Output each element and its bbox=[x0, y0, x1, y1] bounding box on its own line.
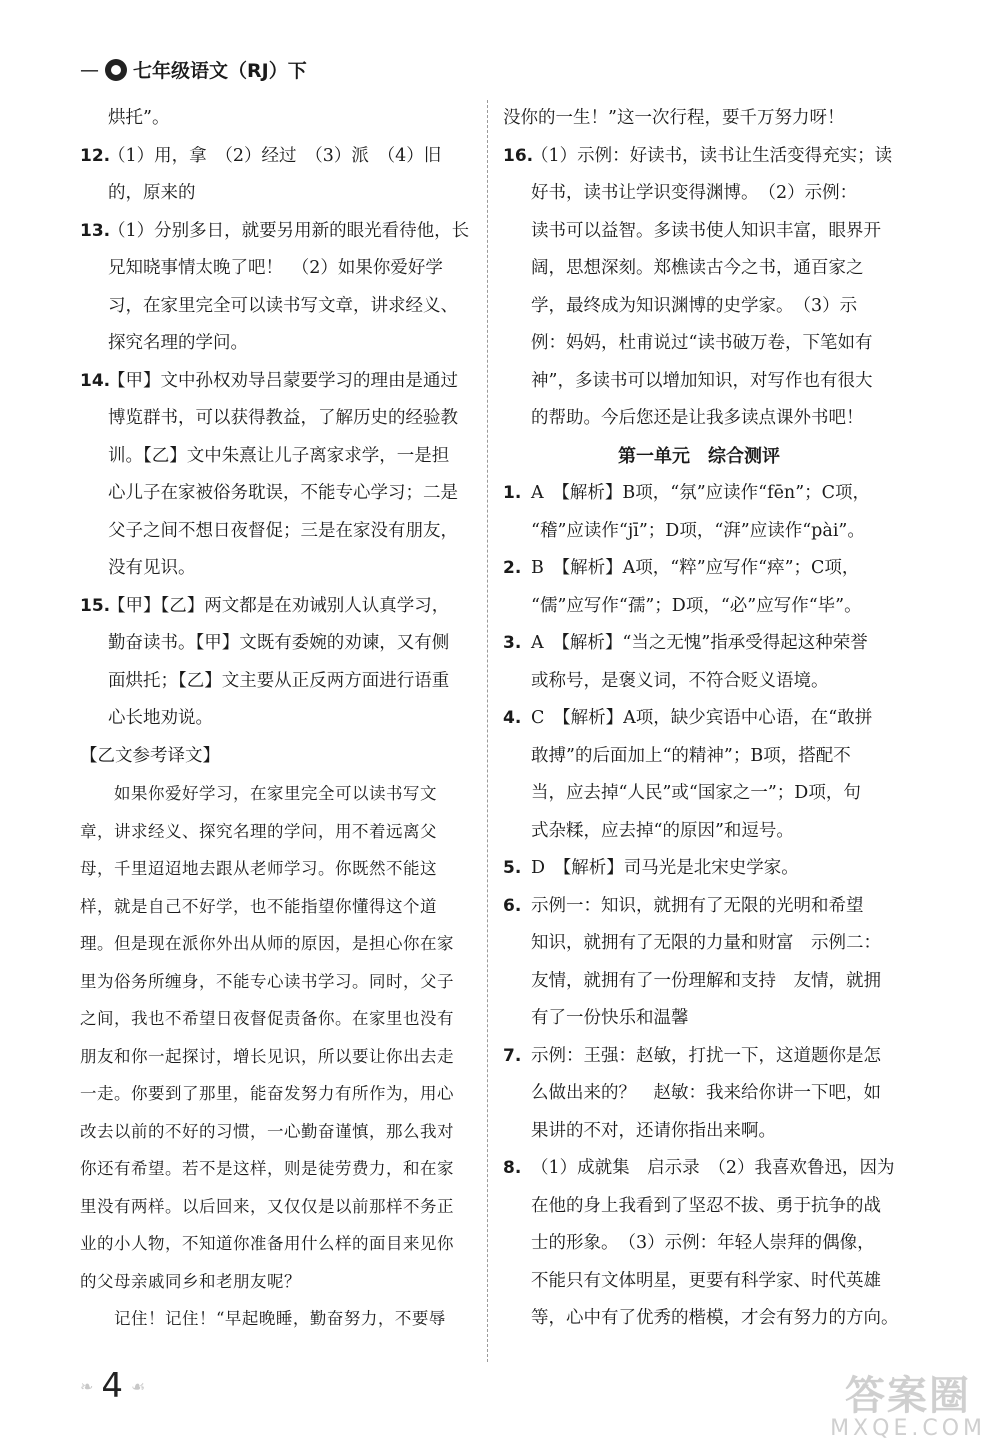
text-line: 式杂糅，应去掉“的原因”和逗号。 bbox=[531, 820, 794, 841]
answer-3 bbox=[503, 625, 895, 700]
text-line: 兄知晓事情太晚了吧！ （2）如果你爱好学 bbox=[108, 258, 443, 278]
publisher-logo-icon bbox=[105, 59, 127, 81]
continuation-text bbox=[80, 100, 472, 138]
text-line: “稽”应读作“jī”；D项，“湃”应读作“pài”。 bbox=[531, 520, 865, 541]
text-line: 博览群书，可以获得教益，了解历史的经验教 bbox=[108, 408, 458, 428]
question-number: 8. bbox=[503, 1158, 522, 1178]
answer-4 bbox=[503, 700, 895, 850]
text-line: 【甲】【乙】两文都是在劝诫别人认真学习， bbox=[108, 595, 450, 616]
text-line: 样，就是自己不好学，也不能指望你懂得这个道 bbox=[80, 896, 437, 916]
text-line: B 【解析】A项，“粹”应写作“瘁”；C项， bbox=[531, 558, 860, 578]
question-number: 12. bbox=[80, 145, 111, 166]
question-number: 1. bbox=[503, 483, 522, 503]
text-line: 的，原来的 bbox=[108, 183, 196, 203]
left-column bbox=[80, 100, 472, 1338]
text-line: “儒”应写作“孺”；D项，“必”应写作“毕”。 bbox=[531, 595, 862, 616]
translation-body bbox=[80, 775, 472, 1338]
question-number: 15. bbox=[80, 595, 111, 616]
text-line: 如果你爱好学习，在家里完全可以读书写文 bbox=[80, 784, 437, 803]
text-line: 示例：王强：赵敏，打扰一下，这道题你是怎 bbox=[531, 1045, 881, 1066]
answer-6 bbox=[503, 888, 895, 1038]
text-line: 勤奋读书。【甲】文既有委婉的劝谏，又有侧 bbox=[108, 633, 450, 653]
question-number: 3. bbox=[503, 633, 522, 653]
continuation-text: 没你的一生！”这一次行程，要千万努力呀！ bbox=[503, 108, 845, 128]
answer-8 bbox=[503, 1150, 899, 1338]
text-line: 示例一：知识，就拥有了无限的光明和希望 bbox=[531, 895, 864, 916]
ornament-icon: ❧ bbox=[80, 1376, 94, 1396]
question-number: 13. bbox=[80, 220, 111, 241]
text-line: 敢搏”的后面加上“的精神”；B项，搭配不 bbox=[531, 745, 851, 766]
text-line: 果讲的不对，还请你指出来啊。 bbox=[531, 1120, 776, 1141]
text-line: 的帮助。今后您还是让我多读点课外书吧！ bbox=[531, 408, 864, 428]
text-line: 改去以前的不好的习惯，一心勤奋谨慎，那么我对 bbox=[80, 1121, 454, 1141]
text-line: 阔，思想深刻。郑樵读古今之书，通百家之 bbox=[531, 258, 864, 278]
text-line: 【甲】文中孙权劝导吕蒙要学习的理由是通过 bbox=[108, 370, 458, 391]
text-line: 读书可以益智。多读书使人知识丰富，眼界开 bbox=[531, 220, 881, 241]
text-line: 在他的身上我看到了坚忍不拔、勇于抗争的战 bbox=[531, 1195, 881, 1216]
text-line: 之间，我也不希望日夜督促责备你。在家里也没有 bbox=[80, 1009, 454, 1028]
translation-title: 【乙文参考译文】 bbox=[80, 745, 220, 766]
text-line: 么做出来的？ 赵敏：我来给你讲一下吧，如 bbox=[531, 1083, 881, 1103]
text-line: 习，在家里完全可以读书写文章，讲求经义、 bbox=[108, 295, 458, 316]
answer-2 bbox=[503, 550, 895, 625]
text-line: 父子之间不想日夜督促；三是在家没有朋友， bbox=[108, 520, 458, 541]
text-line: 没有见识。 bbox=[108, 558, 196, 578]
column-divider bbox=[487, 100, 488, 1362]
text-line: A 【解析】B项，“氛”应读作“fēn”；C项， bbox=[531, 483, 871, 503]
answer-13 bbox=[80, 213, 472, 363]
text-line: 朋友和你一起探讨，增长见识，所以要让你出去走 bbox=[80, 1046, 454, 1066]
text-line: 一走。你要到了那里，能奋发努力有所作为，用心 bbox=[80, 1084, 454, 1103]
text-line: 里为俗务所缠身，不能专心读书学习。同时，父子 bbox=[80, 971, 454, 991]
text-line: 友情，就拥有了一份理解和支持 友情，就拥 bbox=[531, 970, 881, 991]
question-number: 6. bbox=[503, 895, 522, 916]
text-line: 你还有希望。若不是这样，则是徒劳费力，和在家 bbox=[80, 1159, 454, 1178]
text-line: （1）成就集 启示录 （2）我喜欢鲁迅，因为 bbox=[531, 1158, 895, 1178]
text-line: 烘托”。 bbox=[108, 108, 170, 128]
book-title: 七年级语文（RJ）下 bbox=[133, 60, 307, 82]
header-dash: — bbox=[80, 58, 99, 81]
text-line: 士的形象。 （3）示例：年轻人崇拜的偶像， bbox=[531, 1233, 875, 1253]
answer-5 bbox=[503, 850, 895, 888]
text-line: 的父母亲戚同乡和老朋友呢？ bbox=[80, 1271, 301, 1291]
question-number: 7. bbox=[503, 1045, 522, 1066]
text-line: 章，讲求经义、探究名理的学问，用不着远离父 bbox=[80, 821, 437, 841]
ornament-icon: ☙ bbox=[131, 1376, 146, 1396]
question-number: 4. bbox=[503, 708, 522, 728]
page-header bbox=[80, 56, 307, 83]
text-line: （1）分别多日，就要另用新的眼光看待他，长 bbox=[108, 220, 470, 241]
text-line: 里没有两样。以后回来，又仅仅是以前那样不务正 bbox=[80, 1196, 454, 1216]
page-number: 4 bbox=[101, 1366, 124, 1406]
text-line: 心长地劝说。 bbox=[108, 708, 213, 728]
text-line: 记住！记住！“早起晚睡，勤奋努力，不要辱 bbox=[80, 1309, 446, 1328]
text-line: 或称号，是褒义词，不符合贬义语境。 bbox=[531, 670, 829, 691]
page-footer bbox=[80, 1366, 145, 1406]
text-line: A 【解析】“当之无愧”指承受得起这种荣誉 bbox=[531, 633, 868, 653]
text-line: 探究名理的学问。 bbox=[108, 333, 248, 353]
answer-14 bbox=[80, 363, 472, 588]
text-line: D 【解析】司马光是北宋史学家。 bbox=[531, 858, 799, 878]
answer-16 bbox=[503, 138, 895, 438]
answer-12 bbox=[80, 138, 472, 213]
text-line: 心儿子在家被俗务耽误，不能专心学习；二是 bbox=[108, 483, 458, 503]
text-line: 训。【乙】文中朱熹让儿子离家求学，一是担 bbox=[108, 445, 450, 466]
watermark-logo: 答案圈 bbox=[845, 1373, 972, 1419]
text-line: 等，心中有了优秀的楷模，才会有努力的方向。 bbox=[531, 1308, 899, 1328]
text-line: 神”，多读书可以增加知识，对写作也有很大 bbox=[531, 370, 873, 391]
question-number: 5. bbox=[503, 858, 522, 878]
text-line: 学，最终成为知识渊博的史学家。 （3）示 bbox=[531, 295, 858, 316]
text-line: 理。但是现在派你外出从师的原因，是担心你在家 bbox=[80, 934, 454, 953]
section-title: 第一单元 综合测评 bbox=[618, 445, 780, 467]
text-line: 当，应去掉“人民”或“国家之一”；D项，句 bbox=[531, 783, 861, 803]
text-line: 知识，就拥有了无限的力量和财富 示例二： bbox=[531, 933, 881, 953]
watermark bbox=[830, 1374, 986, 1440]
text-line: 母，千里迢迢地去跟从老师学习。你既然不能这 bbox=[80, 859, 437, 878]
answer-15 bbox=[80, 588, 472, 738]
text-line: 面烘托；【乙】文主要从正反两方面进行语重 bbox=[108, 670, 450, 691]
question-number: 2. bbox=[503, 558, 522, 578]
answer-1 bbox=[503, 475, 895, 550]
text-line: 有了一份快乐和温馨 bbox=[531, 1008, 689, 1028]
text-line: 好书，读书让学识变得渊博。 （2）示例： bbox=[531, 183, 858, 203]
text-line: 业的小人物，不知道你准备用什么样的面目来见你 bbox=[80, 1234, 454, 1253]
watermark-url: MXQE.COM bbox=[830, 1416, 986, 1441]
text-line: C 【解析】A项，缺少宾语中心语，在“敢拼 bbox=[531, 708, 873, 728]
text-line: （1）用，拿 （2）经过 （3）派 （4）旧 bbox=[108, 145, 442, 166]
text-line: （1）示例：好读书，读书让生活变得充实；读 bbox=[531, 145, 893, 166]
text-line: 例：妈妈，杜甫说过“读书破万卷，下笔如有 bbox=[531, 333, 873, 353]
question-number: 14. bbox=[80, 370, 111, 391]
text-line: 不能只有文体明星，更要有科学家、时代英雄 bbox=[531, 1270, 881, 1291]
answer-7 bbox=[503, 1038, 895, 1151]
question-number: 16. bbox=[503, 145, 534, 166]
right-column bbox=[503, 100, 899, 1338]
